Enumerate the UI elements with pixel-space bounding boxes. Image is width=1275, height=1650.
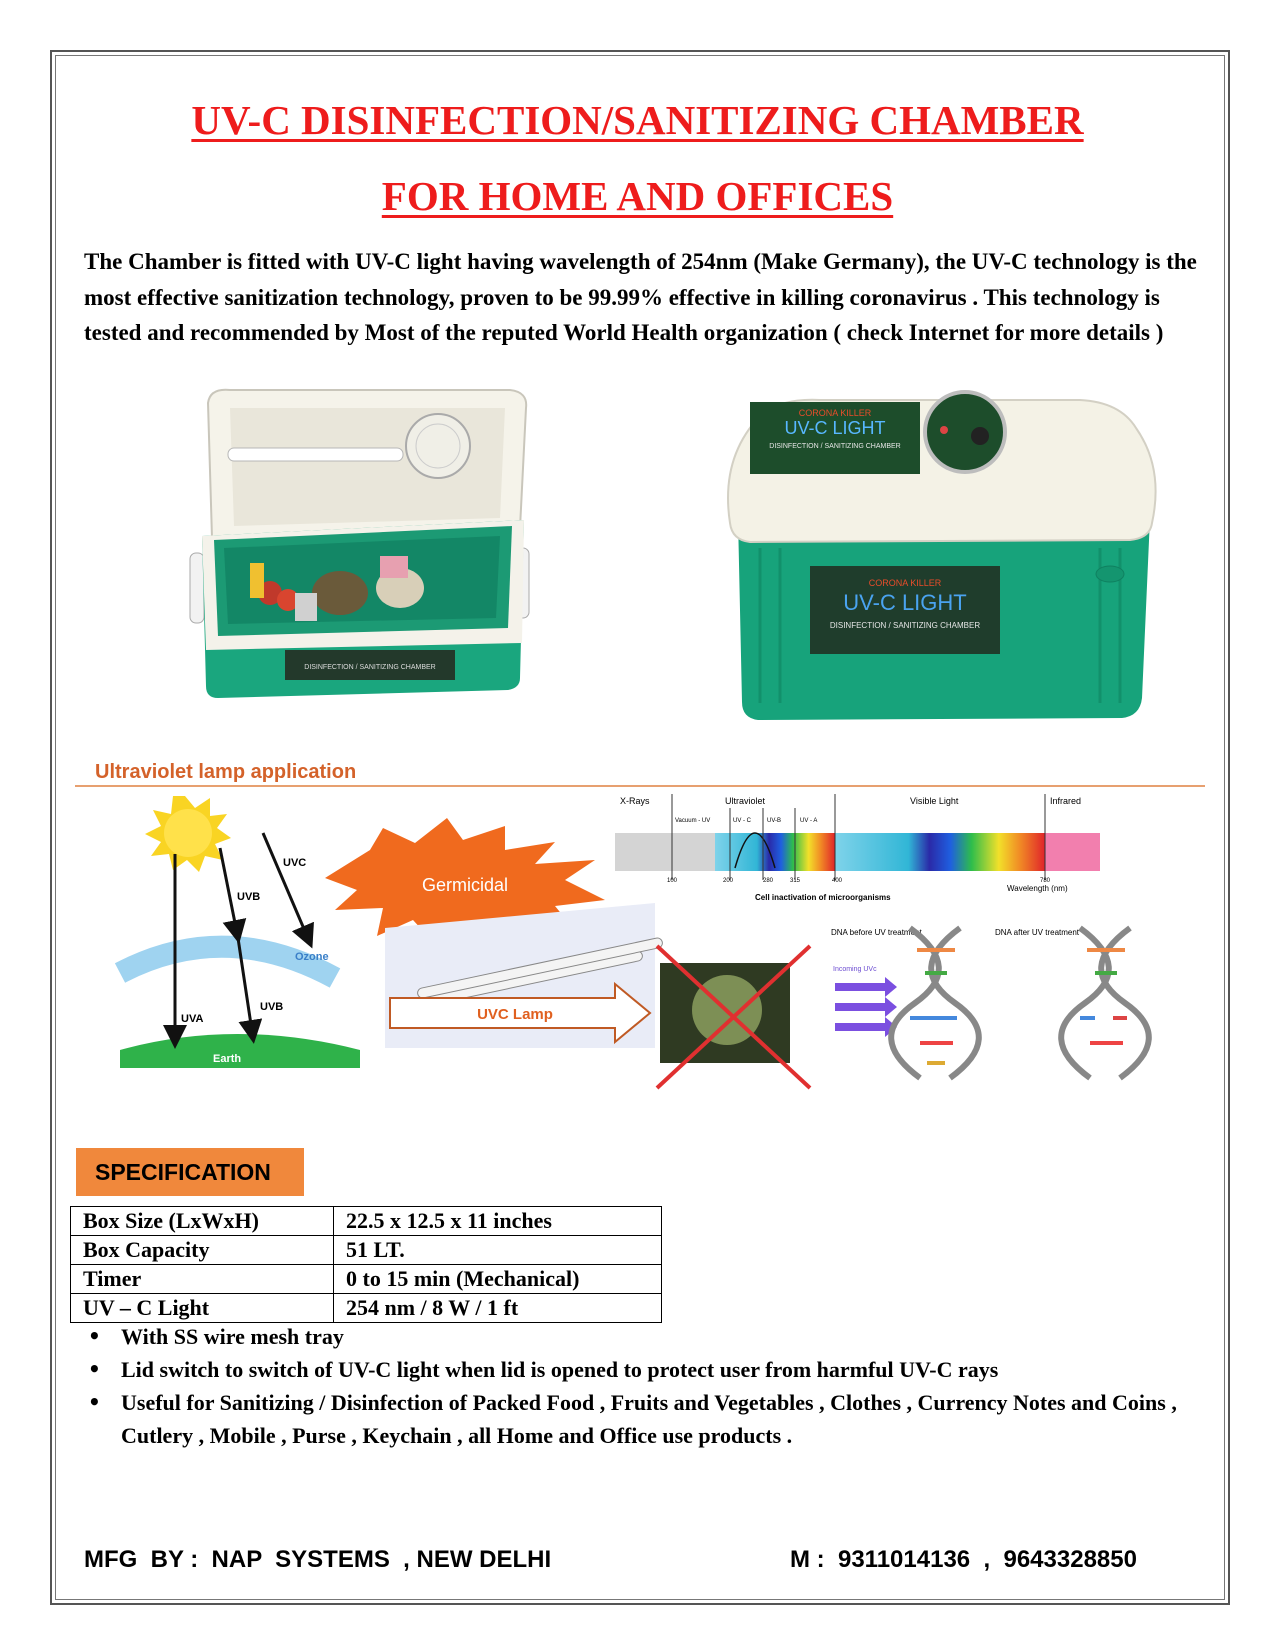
lid-label-line3: DISINFECTION / SANITIZING CHAMBER <box>769 443 901 450</box>
table-row <box>71 1207 662 1236</box>
specification-table <box>70 1206 662 1323</box>
photo-open-chamber <box>190 388 560 718</box>
list-item: • With SS wire mesh tray <box>88 1320 1198 1353</box>
table-row <box>71 1236 662 1265</box>
lid-label-line1: CORONA KILLER <box>798 408 872 418</box>
feature-list <box>88 1320 1198 1452</box>
photo-closed-chamber <box>720 398 1170 730</box>
uva-ray-label: UVA <box>181 1013 204 1025</box>
open-panel-text: DISINFECTION / SANITIZING CHAMBER <box>304 664 436 671</box>
tick-200: 200 <box>723 878 734 884</box>
front-label-line3: DISINFECTION / SANITIZING CHAMBER <box>829 621 981 630</box>
list-item: • Useful for Sanitizing / Disinfection of Packed Food , Fruits and Vegetables , Clothes , Currency Notes and Coins , Cutlery , Mobile , Purse , Keychain , all Home and Office use products . <box>88 1386 1198 1452</box>
table-row <box>71 1265 662 1294</box>
spec-value: 51 LT. <box>334 1236 662 1265</box>
uvb-ray-label-1: UVB <box>237 891 261 903</box>
front-label-line2: UV-C LIGHT <box>843 590 967 615</box>
spectrum-caption: Cell inactivation of microorganisms <box>755 893 891 902</box>
uv-lamp-infographic <box>95 761 1205 1128</box>
spectrum-infrared: Infrared <box>1050 796 1082 806</box>
spec-label: Box Capacity <box>71 1236 334 1265</box>
tick-280: 280 <box>763 878 774 884</box>
table-row <box>71 1294 662 1323</box>
spec-label: Box Size (LxWxH) <box>71 1207 334 1236</box>
tick-100: 100 <box>667 878 678 884</box>
wavelength-axis-label: Wavelength (nm) <box>1007 884 1068 893</box>
spec-label: Timer <box>71 1265 334 1294</box>
dna-after-icon <box>1061 928 1149 1078</box>
spectrum-visible: Visible Light <box>910 796 959 806</box>
spectrum-uva: UV - A <box>800 818 818 824</box>
spec-value: 0 to 15 min (Mechanical) <box>334 1265 662 1294</box>
spectrum-uvc: UV - C <box>733 818 751 824</box>
germicidal-label: Germicidal <box>421 875 509 895</box>
spec-label: UV – C Light <box>71 1294 334 1323</box>
incoming-uvc-label: Incoming UVc <box>833 966 877 973</box>
spectrum-ultraviolet: Ultraviolet <box>725 796 766 806</box>
spectrum-xrays: X-Rays <box>620 796 650 806</box>
sun-icon <box>145 796 231 872</box>
tick-400: 400 <box>832 878 843 884</box>
dna-before-label: DNA before UV treatment <box>831 928 922 937</box>
earth-label: Earth <box>213 1053 242 1065</box>
dna-after-label: DNA after UV treatment <box>995 928 1080 937</box>
title-line-2: FOR HOME AND OFFICES <box>381 173 894 219</box>
dna-before-icon <box>891 928 979 1078</box>
spec-value: 254 nm / 8 W / 1 ft <box>334 1294 662 1323</box>
lid-label-line2: UV-C LIGHT <box>784 418 886 438</box>
spectrum-uvb: UV-B <box>767 818 782 824</box>
uvb-ray-label-2: UVB <box>260 1001 284 1013</box>
infographic-title: Ultraviolet lamp application <box>95 761 357 783</box>
uvc-ray-label: UVC <box>283 857 307 869</box>
list-item: • Lid switch to switch of UV-C light when lid is opened to protect user from harmful UV-C rays <box>88 1353 1198 1386</box>
title-line-1: UV-C DISINFECTION/SANITIZING CHAMBER <box>191 97 1084 143</box>
phone-footer: M : 9311014136 , 9643328850 <box>790 1546 1137 1573</box>
specification-heading: SPECIFICATION <box>76 1148 304 1196</box>
uvc-lamp-label: UVC Lamp <box>477 1006 553 1023</box>
tick-315: 315 <box>790 878 801 884</box>
manufacturer-footer: MFG BY : NAP SYSTEMS , NEW DELHI <box>84 1546 552 1573</box>
ozone-label: Ozone <box>295 951 329 963</box>
intro-paragraph: The Chamber is fitted with UV-C light having wavelength of 254nm (Make Germany), the UV-C technology is the most effective sanitization technology, proven to be 99.99% effective in killing coronavirus . This technology is tested and recommended by Most of the reputed World Health organization ( check Internet for more details ) <box>84 249 1197 345</box>
spec-value: 22.5 x 12.5 x 11 inches <box>334 1207 662 1236</box>
spectrum-vacuum-uv: Vacuum - UV <box>675 818 711 824</box>
front-label-line1: CORONA KILLER <box>868 578 942 588</box>
tick-780: 780 <box>1040 878 1051 884</box>
